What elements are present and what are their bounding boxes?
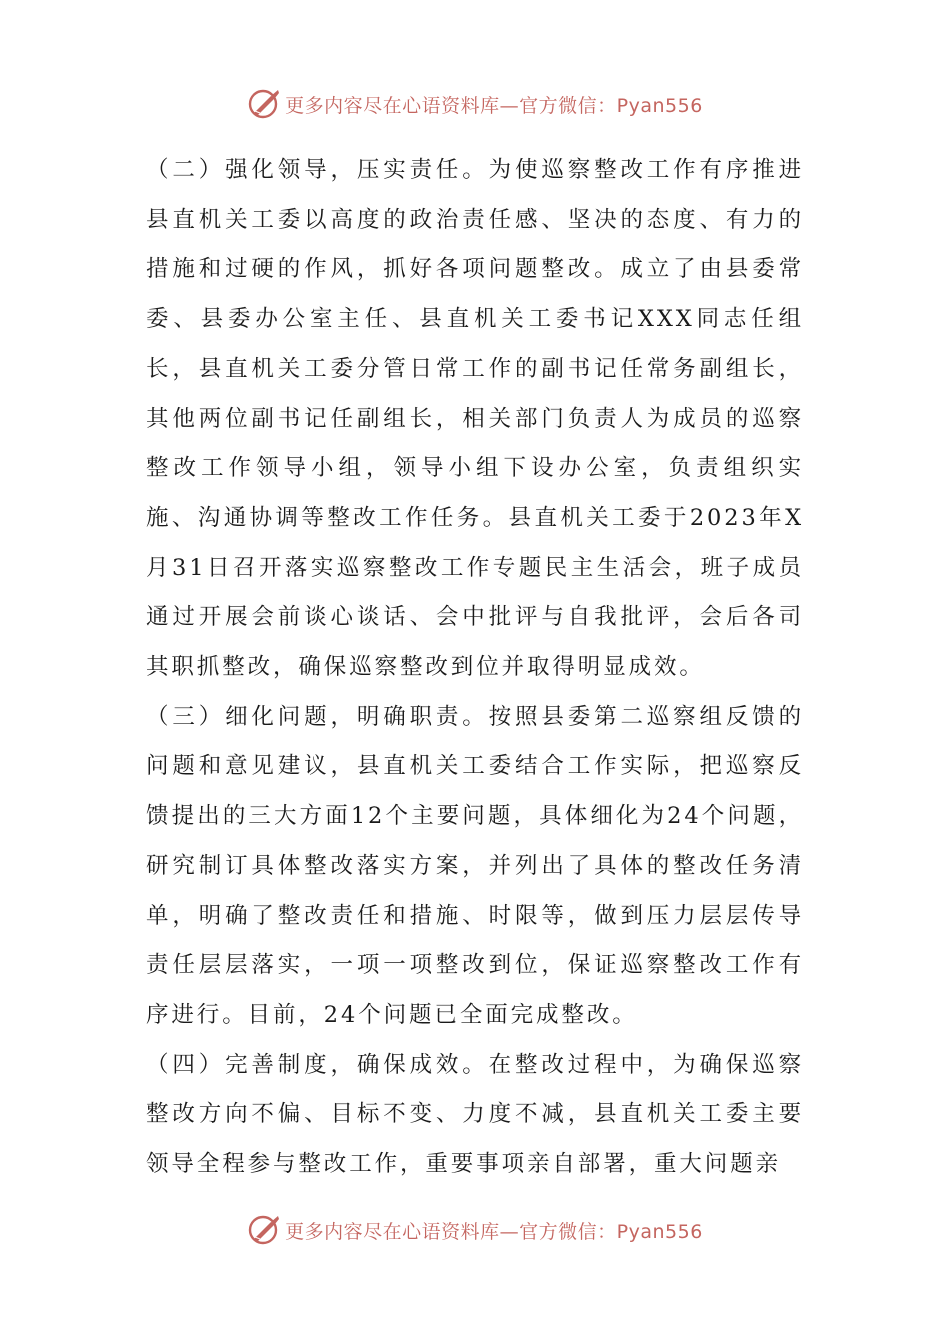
pen-logo-icon	[247, 87, 281, 121]
paragraph-refine-issues: （三）细化问题，明确职责。按照县委第二巡察组反馈的问题和意见建议，县直机关工委结合工作实际，把巡察反馈提出的三大方面12个主要问题，具体细化为24个问题，研究制订具体整改落实方案，并列出了具体的整改任务清单，明确了整改责任和措施、时限等，做到压力层层传导责任层层落实，一项一项整改到位，保证巡察整改工作有序进行。目前，24个问题已全面完成整改。	[146, 703, 804, 1028]
watermark-text	[285, 1217, 703, 1244]
paragraph-improve-systems: （四）完善制度，确保成效。在整改过程中，为确保巡察整改方向不偏、目标不变、力度不减，县直机关工委主要领导全程参与整改工作，重要事项亲自部署，重大问题亲	[146, 1051, 804, 1178]
watermark-main: 更多内容尽在心语资料库—官方微信：	[285, 1220, 617, 1243]
watermark-main: 更多内容尽在心语资料库—官方微信：	[285, 94, 617, 117]
footer-watermark	[0, 1210, 950, 1250]
paragraph-strengthen-leadership: （二）强化领导，压实责任。为使巡察整改工作有序推进县直机关工委以高度的政治责任感、坚决的态度、有力的措施和过硬的作风，抓好各项问题整改。成立了由县委常委、县委办公室主任、县直机关工委书记XXX同志任组长，县直机关工委分管日常工作的副书记任常务副组长，其他两位副书记任副组长，相关部门负责人为成员的巡察整改工作领导小组，领导小组下设办公室，负责组织实施、沟通协调等整改工作任务。县直机关工委于2023年X月31日召开落实巡察整改工作专题民主生活会，班子成员通过开展会前谈心谈话、会中批评与自我批评，会后各司其职抓整改，确保巡察整改到位并取得明显成效。	[146, 157, 804, 681]
watermark-text	[285, 91, 703, 118]
document-body	[146, 146, 804, 1190]
watermark-wechat-id: Pyan556	[616, 94, 703, 117]
watermark-wechat-id: Pyan556	[616, 1220, 703, 1243]
pen-logo-icon	[247, 1213, 281, 1247]
header-watermark	[0, 84, 950, 124]
